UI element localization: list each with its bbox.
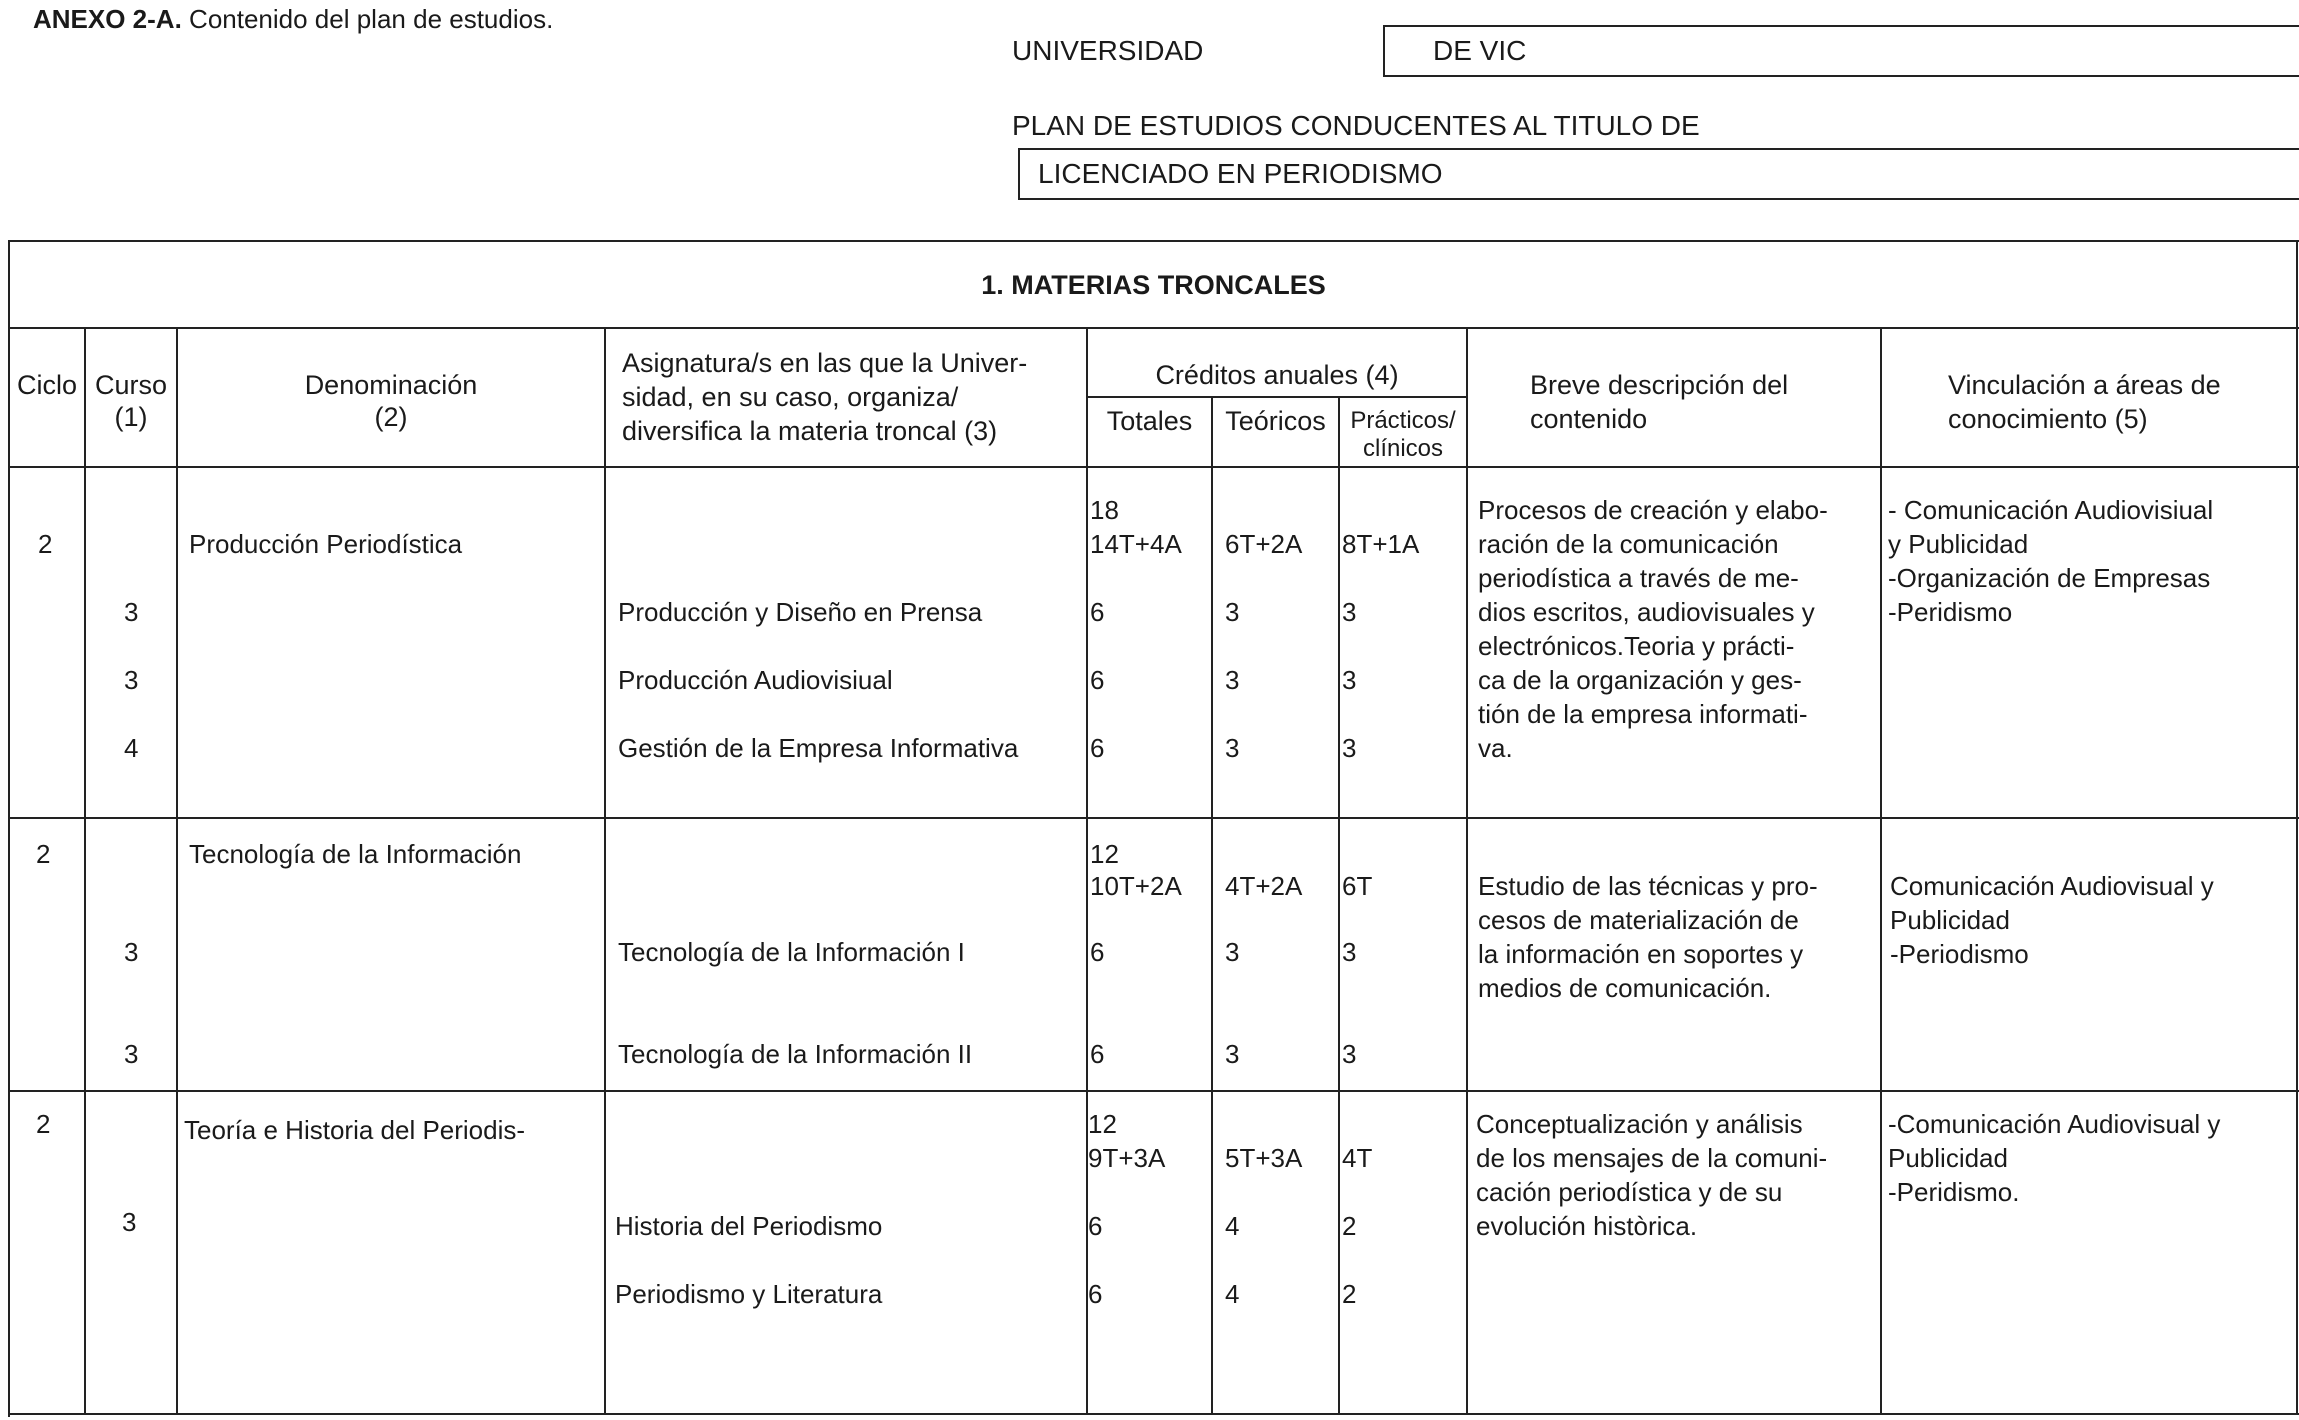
- header-descripcion: Breve descripción del: [1530, 370, 1789, 400]
- descripcion-line: Conceptualización y análisis: [1476, 1109, 1803, 1139]
- header-vinculacion: Vinculación a áreas de: [1948, 370, 2221, 400]
- vinculacion-line: -Comunicación Audiovisual y: [1888, 1109, 2221, 1139]
- descripcion-line: de los mensajes de la comuni-: [1476, 1143, 1828, 1173]
- vinculacion-line: -Peridismo.: [1888, 1177, 2020, 1207]
- vinculacion-line: Publicidad: [1890, 905, 2010, 935]
- descripcion-line: la información en soportes y: [1478, 939, 1804, 969]
- row-practicos: 2: [1342, 1211, 1357, 1241]
- group-totales-breakdown: 10T+2A: [1090, 871, 1182, 901]
- col-divider: [1211, 396, 1213, 1415]
- group-denominacion: Teoría e Historia del Periodis-: [184, 1115, 526, 1145]
- group-denominacion: Tecnología de la Información: [189, 839, 522, 869]
- header-asignatura-line3: diversifica la materia troncal (3): [622, 416, 998, 446]
- vinculacion-line: -Periodismo: [1890, 939, 2029, 969]
- row-totales: 6: [1088, 1279, 1103, 1309]
- descripcion-line: cación periodística y de su: [1476, 1177, 1783, 1207]
- group-totales-breakdown: 9T+3A: [1088, 1143, 1166, 1173]
- row-totales: 6: [1090, 937, 1105, 967]
- row-curso: 4: [124, 733, 139, 763]
- group-descripcion: [1478, 493, 1858, 765]
- group-ciclo: 2: [36, 839, 51, 869]
- group-practicos: 8T+1A: [1342, 529, 1420, 559]
- header-teoricos: Teóricos: [1225, 406, 1326, 436]
- group-totales: 12: [1090, 839, 1119, 869]
- row-totales: 6: [1090, 1039, 1105, 1069]
- degree-value: LICENCIADO EN PERIODISMO: [1038, 158, 1443, 189]
- col-divider: [1338, 396, 1340, 1415]
- header-denominacion-note: (2): [374, 402, 408, 432]
- group-vinculacion: [1888, 1107, 2220, 1209]
- group-practicos: 4T: [1342, 1143, 1373, 1173]
- vinculacion-line: y Publicidad: [1888, 529, 2029, 559]
- row-teoricos: 3: [1225, 937, 1240, 967]
- row-asignatura: Periodismo y Literatura: [615, 1279, 883, 1309]
- row-teoricos: 3: [1225, 597, 1240, 627]
- row-divider: [8, 1090, 2299, 1092]
- group-descripcion: [1478, 869, 1858, 1005]
- row-practicos: 3: [1342, 1039, 1357, 1069]
- row-curso: 3: [122, 1207, 137, 1237]
- group-vinculacion: [1890, 869, 2214, 971]
- descripcion-line: cesos de materialización de: [1478, 905, 1799, 935]
- group-descripcion: [1476, 1107, 1856, 1243]
- group-teoricos: 5T+3A: [1225, 1143, 1303, 1173]
- group-totales: 12: [1088, 1109, 1117, 1139]
- row-curso: 3: [124, 1039, 139, 1069]
- vinculacion-line: Comunicación Audiovisual y: [1890, 871, 2214, 901]
- col-divider: [84, 327, 86, 1415]
- row-teoricos: 4: [1225, 1211, 1240, 1241]
- row-divider: [8, 1413, 2299, 1415]
- descripcion-line: evolución històrica.: [1476, 1211, 1698, 1241]
- annex-description: Contenido del plan de estudios.: [189, 4, 554, 34]
- header-asignatura-line2: sidad, en su caso, organiza/: [622, 382, 959, 412]
- header-totales: Totales: [1106, 406, 1193, 436]
- row-teoricos: 3: [1225, 665, 1240, 695]
- col-divider: [1466, 327, 1468, 1415]
- section-title: 1. MATERIAS TRONCALES: [981, 270, 1326, 300]
- row-asignatura: Tecnología de la Información II: [618, 1039, 973, 1069]
- annex-label: ANEXO 2-A.: [33, 4, 182, 34]
- row-asignatura: Producción Audiovisiual: [618, 665, 893, 695]
- group-vinculacion: [1888, 493, 2213, 629]
- header-ciclo: Ciclo: [16, 370, 77, 400]
- header-creditos: Créditos anuales (4): [1155, 360, 1399, 390]
- row-curso: 3: [124, 665, 139, 695]
- row-totales: 6: [1090, 733, 1105, 763]
- descripcion-line: Procesos de creación y elabo-: [1478, 495, 1828, 525]
- row-divider: [8, 817, 2299, 819]
- col-divider: [1086, 327, 1088, 1415]
- row-practicos: 3: [1342, 665, 1357, 695]
- descripcion-line: electrónicos.Teoria y prácti-: [1478, 631, 1795, 661]
- descripcion-line: va.: [1478, 733, 1513, 763]
- descripcion-line: Estudio de las técnicas y pro-: [1478, 871, 1818, 901]
- header-curso: Curso: [94, 370, 168, 400]
- col-divider: [604, 327, 606, 1415]
- row-asignatura: Historia del Periodismo: [615, 1211, 883, 1241]
- header-asignatura-line1: Asignatura/s en las que la Univer-: [622, 348, 1028, 378]
- descripcion-line: dios escritos, audiovisuales y: [1478, 597, 1815, 627]
- row-practicos: 3: [1342, 937, 1357, 967]
- header-descripcion-line2: contenido: [1530, 404, 1648, 434]
- descripcion-line: ración de la comunicación: [1478, 529, 1779, 559]
- group-ciclo: 2: [38, 529, 53, 559]
- row-curso: 3: [124, 937, 139, 967]
- header-curso-note: (1): [114, 402, 148, 432]
- row-asignatura: Gestión de la Empresa Informativa: [618, 733, 1019, 763]
- row-practicos: 3: [1342, 597, 1357, 627]
- row-totales: 6: [1090, 597, 1105, 627]
- vinculacion-line: -Organización de Empresas: [1888, 563, 2211, 593]
- row-divider: [8, 327, 2299, 329]
- header-denominacion: Denominación: [304, 370, 478, 400]
- row-curso: 3: [124, 597, 139, 627]
- descripcion-line: ca de la organización y ges-: [1478, 665, 1802, 695]
- col-divider: [176, 327, 178, 1415]
- group-totales: 18: [1090, 495, 1119, 525]
- descripcion-line: periodística a través de me-: [1478, 563, 1799, 593]
- plan-label: PLAN DE ESTUDIOS CONDUCENTES AL TITULO DE: [1012, 110, 1700, 141]
- vinculacion-line: -Peridismo: [1888, 597, 2013, 627]
- row-totales: 6: [1090, 665, 1105, 695]
- row-teoricos: 3: [1225, 1039, 1240, 1069]
- row-practicos: 2: [1342, 1279, 1357, 1309]
- row-divider: [1086, 396, 1468, 398]
- vinculacion-line: Publicidad: [1888, 1143, 2008, 1173]
- col-divider: [1880, 327, 1882, 1415]
- row-asignatura: Tecnología de la Información I: [618, 937, 965, 967]
- header-practicos: Prácticos/: [1350, 407, 1456, 434]
- col-divider: [2296, 240, 2298, 1415]
- group-teoricos: 4T+2A: [1225, 871, 1303, 901]
- row-practicos: 3: [1342, 733, 1357, 763]
- descripcion-line: medios de comunicación.: [1478, 973, 1772, 1003]
- row-divider: [8, 466, 2299, 468]
- row-teoricos: 4: [1225, 1279, 1240, 1309]
- annex-heading: [33, 4, 553, 35]
- university-label: UNIVERSIDAD: [1012, 35, 1204, 66]
- group-ciclo: 2: [36, 1109, 51, 1139]
- row-teoricos: 3: [1225, 733, 1240, 763]
- header-clinicos: clínicos: [1362, 435, 1444, 462]
- header-vinculacion-line2: conocimiento (5): [1948, 404, 2148, 434]
- group-denominacion: Producción Periodística: [189, 529, 463, 559]
- group-teoricos: 6T+2A: [1225, 529, 1303, 559]
- group-practicos: 6T: [1342, 871, 1373, 901]
- row-asignatura: Producción y Diseño en Prensa: [618, 597, 983, 627]
- descripcion-line: tión de la empresa informati-: [1478, 699, 1808, 729]
- university-value: DE VIC: [1433, 35, 1527, 66]
- vinculacion-line: - Comunicación Audiovisiual: [1888, 495, 2214, 525]
- row-totales: 6: [1088, 1211, 1103, 1241]
- group-totales-breakdown: 14T+4A: [1090, 529, 1182, 559]
